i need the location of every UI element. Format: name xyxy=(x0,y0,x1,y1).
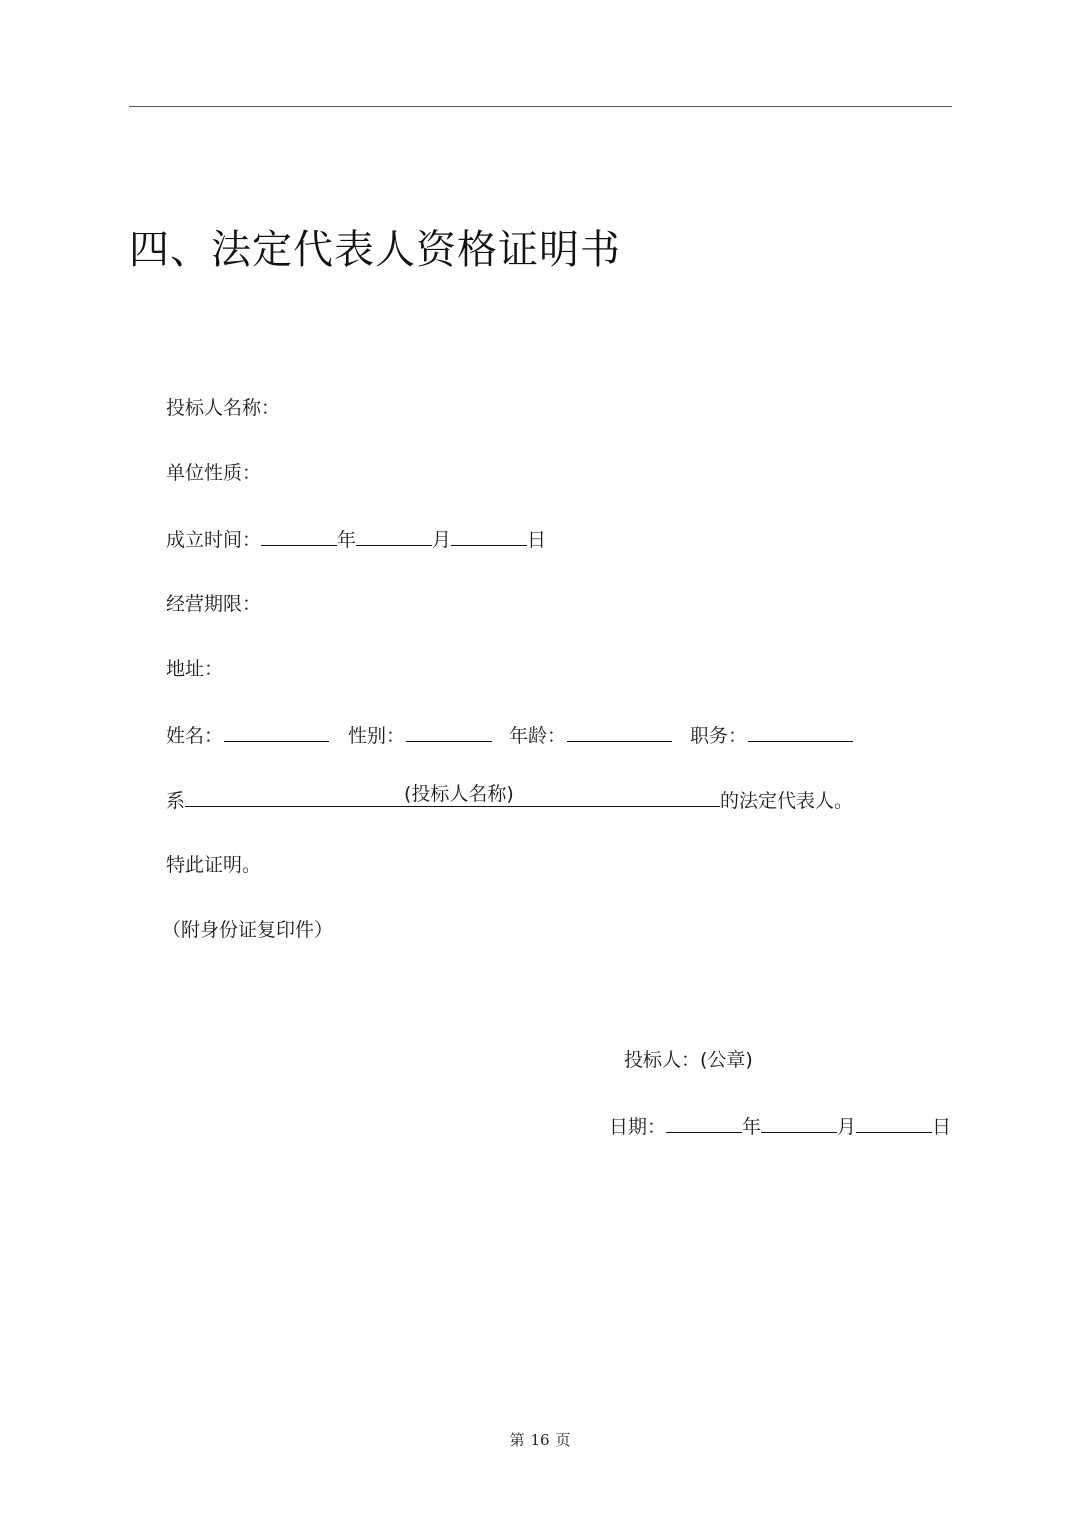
bidder-name-label: 投标人名称： xyxy=(166,397,281,419)
footer-suffix: 页 xyxy=(555,1431,571,1449)
established-month-blank[interactable] xyxy=(356,525,432,546)
certify-label: 特此证明。 xyxy=(166,854,262,876)
person-gender-field xyxy=(348,721,492,750)
signature-month-label: 月 xyxy=(837,1116,857,1138)
statement-placeholder: (投标人名称) xyxy=(404,783,514,805)
address-field xyxy=(166,655,223,683)
signature-date-label: 日期： xyxy=(609,1116,667,1138)
signature-date-field xyxy=(609,1112,951,1141)
established-day-blank[interactable] xyxy=(451,525,527,546)
business-term-field xyxy=(166,590,261,618)
person-info-row xyxy=(166,721,866,749)
person-name-blank[interactable] xyxy=(224,721,329,742)
person-name-field xyxy=(166,721,329,750)
footer-prefix: 第 xyxy=(509,1431,525,1449)
unit-nature-label: 单位性质： xyxy=(166,462,262,484)
statement-bidder-blank[interactable] xyxy=(185,783,720,807)
signature-year-blank[interactable] xyxy=(666,1112,742,1133)
legal-rep-statement xyxy=(166,783,854,815)
page-title: 四、法定代表人资格证明书 xyxy=(129,227,621,273)
signature-year-label: 年 xyxy=(742,1116,762,1138)
certify-text xyxy=(166,851,261,879)
person-age-blank[interactable] xyxy=(567,721,672,742)
unit-nature-field xyxy=(166,459,261,487)
established-date-field xyxy=(166,525,546,554)
established-label: 成立时间： xyxy=(166,529,262,551)
signature-month-blank[interactable] xyxy=(761,1112,837,1133)
person-age-label: 年龄： xyxy=(509,725,567,747)
bidder-seal-line xyxy=(624,1046,753,1074)
person-gender-blank[interactable] xyxy=(406,721,492,742)
established-day-label: 日 xyxy=(527,529,547,551)
business-term-label: 经营期限： xyxy=(166,593,262,615)
page-number: 16 xyxy=(530,1431,550,1449)
person-name-label: 姓名： xyxy=(166,725,224,747)
bidder-seal-label: 投标人：(公章) xyxy=(624,1049,753,1071)
attachment-label: （附身份证复印件） xyxy=(162,919,334,941)
person-gender-label: 性别： xyxy=(348,725,406,747)
header-rule xyxy=(129,106,952,107)
attachment-note xyxy=(162,916,333,944)
established-month-label: 月 xyxy=(432,529,452,551)
address-label: 地址： xyxy=(166,658,224,680)
bidder-name-field xyxy=(166,394,280,422)
statement-suffix: 的法定代表人。 xyxy=(720,790,854,812)
established-year-label: 年 xyxy=(337,529,357,551)
person-position-blank[interactable] xyxy=(748,721,853,742)
person-position-field xyxy=(690,721,853,750)
person-position-label: 职务： xyxy=(690,725,748,747)
person-age-field xyxy=(509,721,672,750)
established-year-blank[interactable] xyxy=(261,525,337,546)
signature-day-label: 日 xyxy=(932,1116,952,1138)
signature-day-blank[interactable] xyxy=(856,1112,932,1133)
page-footer xyxy=(0,1429,1080,1451)
statement-prefix: 系 xyxy=(166,790,186,812)
